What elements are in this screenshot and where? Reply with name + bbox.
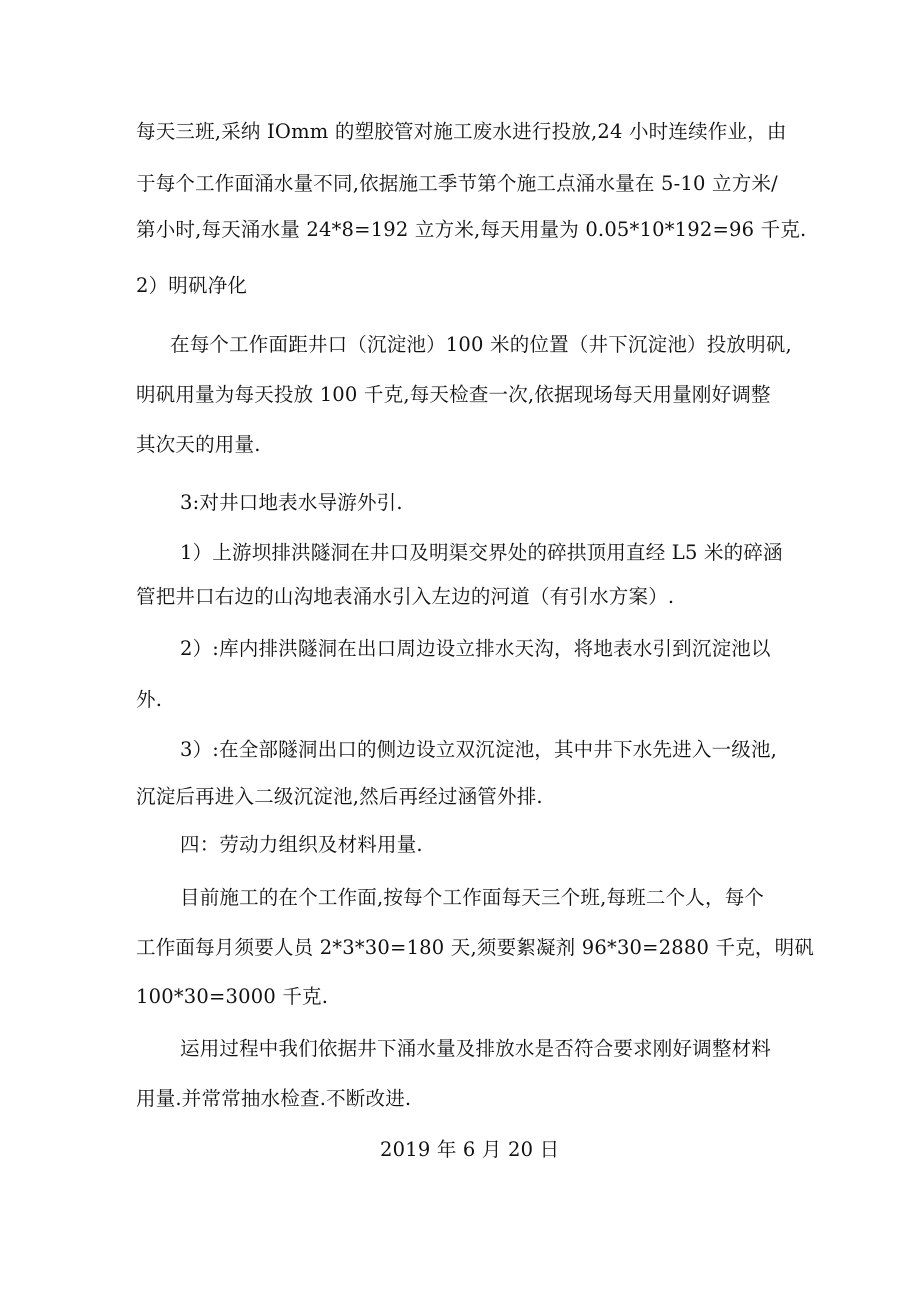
paragraph-line: 1）上游坝排洪隧洞在井口及明渠交界处的碎拱顶用直经 L5 米的碎涵 — [180, 541, 783, 564]
section-heading: 3:对井口地表水导游外引. — [180, 491, 403, 514]
paragraph-line: 管把井口右边的山沟地表涌水引入左边的河道（有引水方案）. — [136, 585, 675, 608]
paragraph-line: 运用过程中我们依据井下涌水量及排放水是否符合要求刚好调整材料 — [180, 1037, 772, 1060]
paragraph-line: 明矾用量为每天投放 100 千克,每天检查一次,依据现场每天用量刚好调整 — [136, 383, 771, 406]
paragraph-line: 用量.并常常抽水检查.不断改进. — [136, 1087, 412, 1110]
section-heading: 2）明矾净化 — [136, 274, 248, 297]
paragraph-line: 沉淀后再进入二级沉淀池,然后再经过涵管外排. — [136, 785, 543, 808]
paragraph-line: 外. — [136, 688, 163, 711]
paragraph-line: 100*30=3000 千克. — [136, 985, 329, 1008]
paragraph-line: 工作面每月须要人员 2*3*30=180 天,须要絮凝剂 96*30=2880 千克，明矾 — [136, 936, 815, 959]
paragraph-line: 其次天的用量. — [136, 433, 261, 456]
section-heading: 四：劳动力组织及材料用量. — [180, 833, 423, 856]
paragraph-line: 2）:库内排洪隧洞在出口周边设立排水天沟，将地表水引到沉淀池以 — [180, 637, 771, 660]
paragraph-line: 在每个工作面距井口（沉淀池）100 米的位置（井下沉淀池）投放明矾, — [170, 333, 792, 356]
paragraph-line: 目前施工的在个工作面,按每个工作面每天三个班,每班二个人，每个 — [180, 886, 765, 909]
paragraph-line: 于每个工作面涌水量不同,依据施工季节第个施工点涌水量在 5-10 立方米/ — [136, 172, 778, 195]
paragraph-line: 第小时,每天涌水量 24*8=192 立方米,每天用量为 0.05*10*192=96 千克. — [136, 218, 807, 241]
document-date: 2019 年 6 月 20 日 — [380, 1138, 560, 1161]
paragraph-line: 3）:在全部隧洞出口的侧边设立双沉淀池，其中井下水先进入一级池, — [180, 738, 778, 761]
paragraph-line: 每天三班,采纳 IOmm 的塑胶管对施工废水进行投放,24 小时连续作业，由 — [136, 120, 787, 143]
